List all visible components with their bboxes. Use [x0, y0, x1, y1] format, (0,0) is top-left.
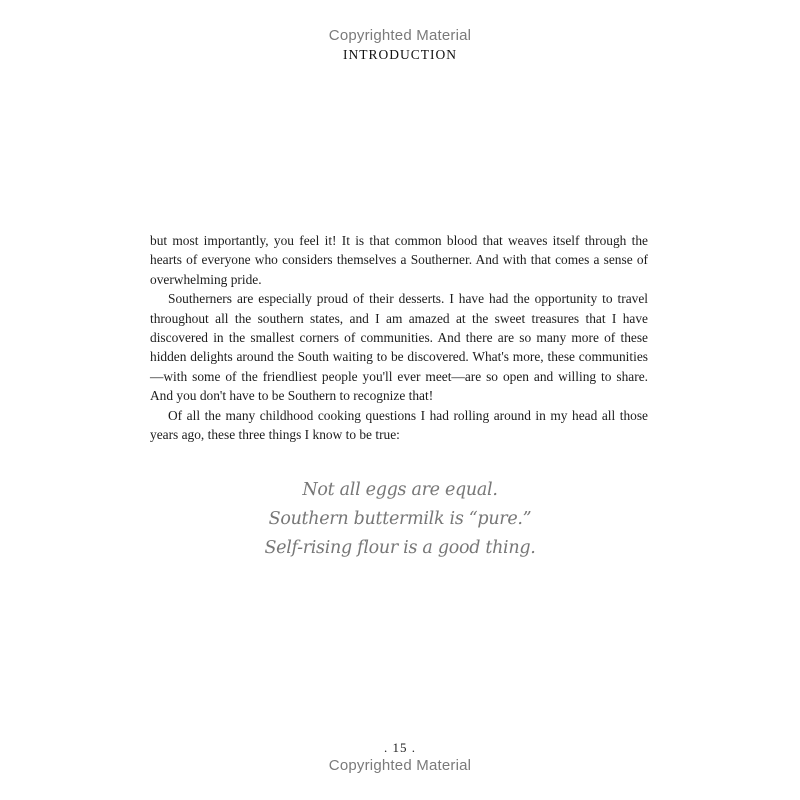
- copyright-watermark-bottom: Copyrighted Material: [328, 757, 472, 774]
- body-text: [150, 231, 648, 444]
- paragraph-2: Southerners are especially proud of their desserts. I have had the opportunity to travel throughout all the southern states, and I am amazed at the sweet treasures that I have discovered in the smallest corners of communities. And there are so many more of these hidden delights around the South waiting to be discovered. What's more, these communities—with some of the friendliest people you'll ever meet—are so open and willing to share. And you don't have to be Southern to recognize that!: [150, 291, 648, 404]
- chapter-header: INTRODUCTION: [343, 47, 457, 62]
- page-number: . 15 .: [384, 740, 416, 755]
- copyright-watermark-top: Copyrighted Material: [328, 27, 472, 44]
- truth-1: Not all eggs are equal.: [302, 480, 498, 500]
- truth-2: Southern buttermilk is “pure.”: [268, 509, 532, 529]
- paragraph-1: but most importantly, you feel it! It is that common blood that weaves itself through the hearts of everyone who considers themselves a Southerner. And with that comes a sense of overwhelming pride.: [150, 233, 648, 287]
- truths-list: [0, 476, 800, 563]
- paragraph-3: Of all the many childhood cooking questions I had rolling around in my head all those years ago, these three things I know to be true:: [150, 407, 648, 443]
- truth-3: Self-rising flour is a good thing.: [264, 538, 536, 558]
